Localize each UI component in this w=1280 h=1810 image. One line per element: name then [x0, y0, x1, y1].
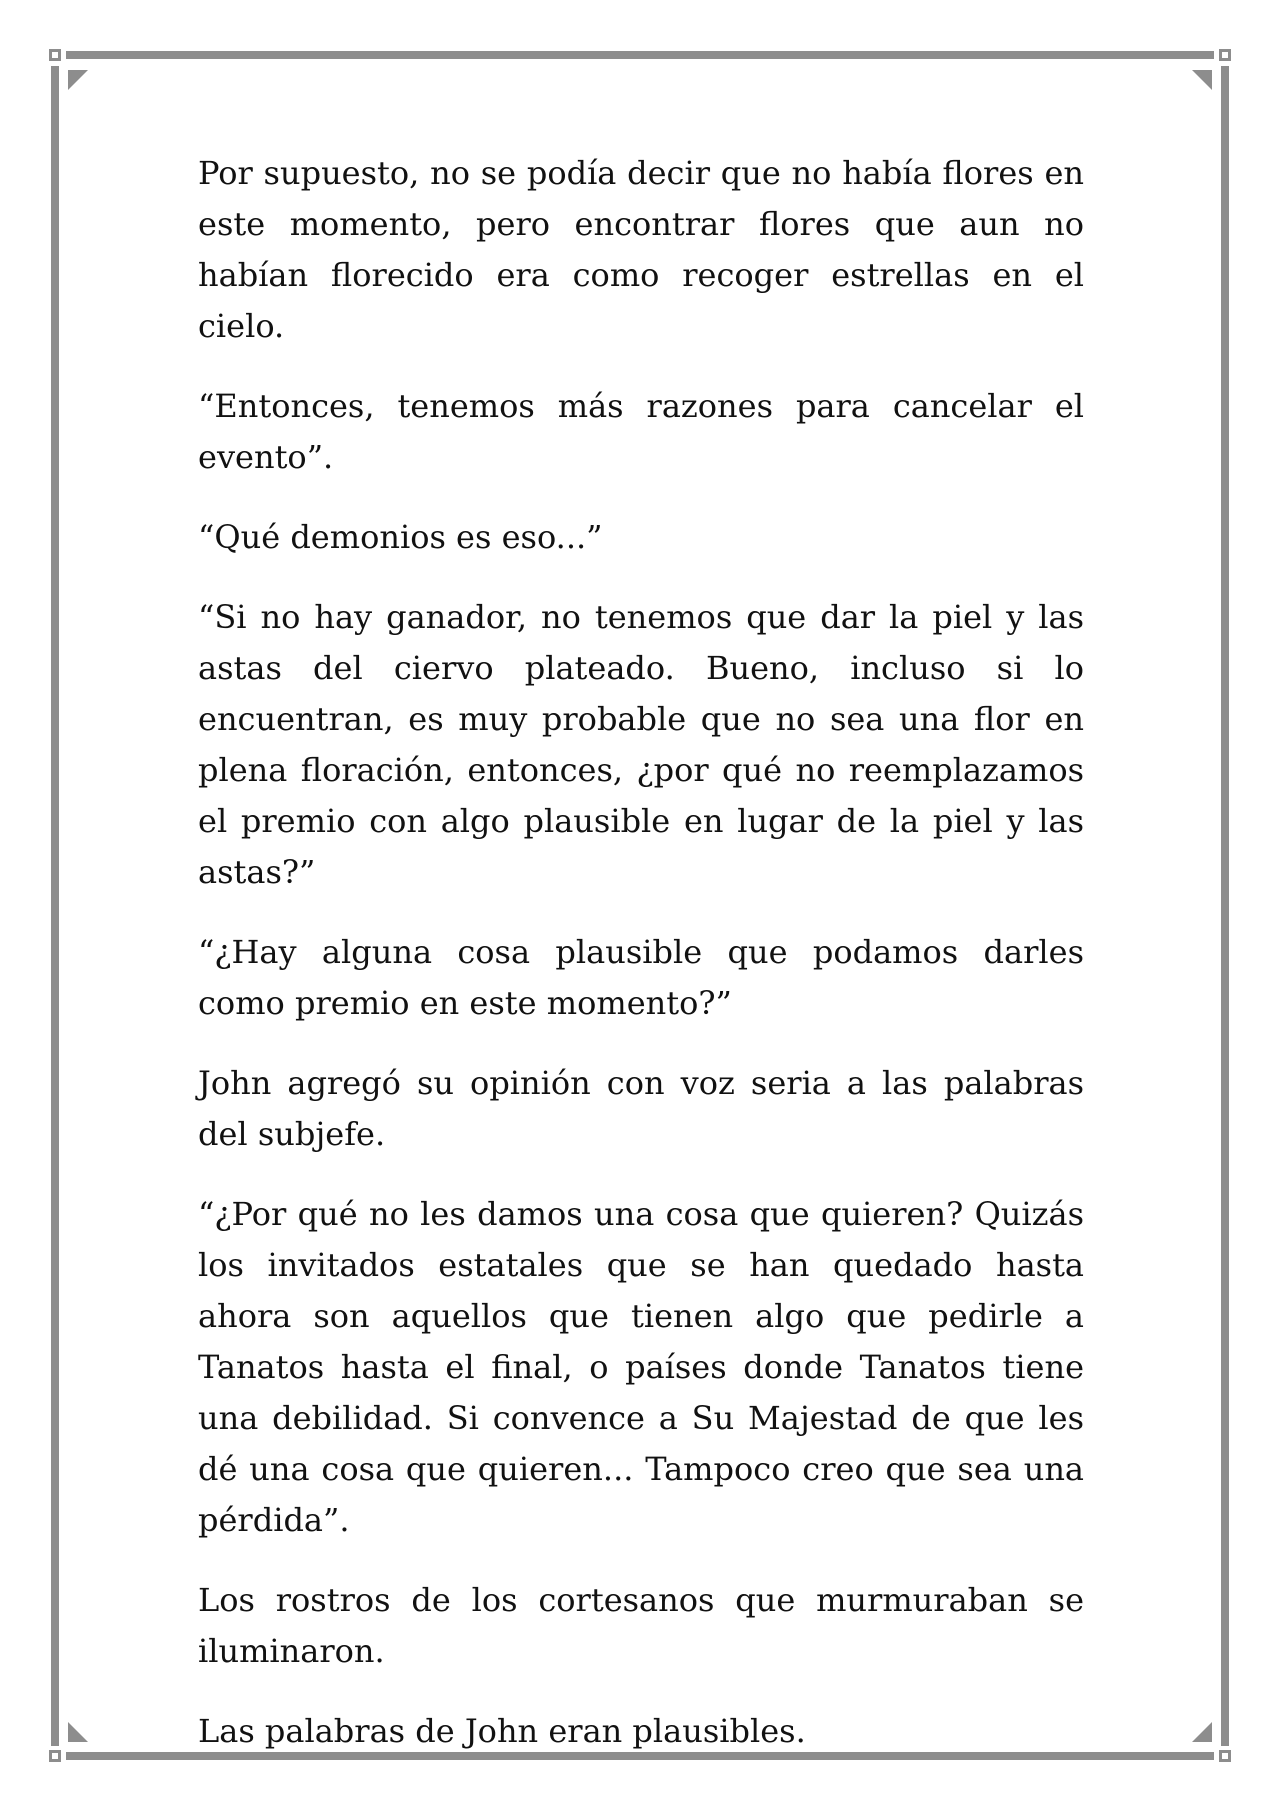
frame-border-right — [1221, 66, 1229, 1746]
page-text — [198, 148, 1084, 1786]
corner-ornament-bottom-right — [1219, 1750, 1231, 1762]
paragraph: Las palabras de John eran plausibles. — [198, 1712, 806, 1750]
corner-ornament-top-right — [1219, 49, 1231, 61]
paragraph: “¿Por qué no les damos una cosa que quieren? Quizás los invitados estatales que se han quedado hasta ahora son aquellos que tienen algo que pedirle a Tanatos hasta el final, o países donde Tanatos tiene una debilidad. Si convence a Su Majestad de que les dé una cosa que quieren... Tampoco creo que sea una pérdida”. — [198, 1195, 1084, 1539]
paragraph: “¿Hay alguna cosa plausible que podamos darles como premio en este momento?” — [198, 933, 1084, 1022]
corner-triangle-bottom-left — [68, 1722, 88, 1742]
corner-triangle-bottom-right — [1192, 1722, 1212, 1742]
paragraph: John agregó su opinión con voz seria a las palabras del subjefe. — [198, 1064, 1084, 1153]
frame-border-top — [66, 51, 1214, 59]
paragraph: “Qué demonios es eso...” — [198, 518, 603, 556]
frame-border-left — [51, 66, 59, 1746]
paragraph: “Si no hay ganador, no tenemos que dar la piel y las astas del ciervo plateado. Bueno, incluso si lo encuentran, es muy probable que no sea una flor en plena floración, entonces, ¿por qué no reemplazamos el premio con algo plausible en lugar de la piel y las astas?” — [198, 598, 1084, 891]
corner-ornament-bottom-left — [49, 1750, 61, 1762]
corner-ornament-top-left — [49, 49, 61, 61]
paragraph: “Entonces, tenemos más razones para cancelar el evento”. — [198, 387, 1084, 476]
paragraph: Por supuesto, no se podía decir que no había flores en este momento, pero encontrar flores que aun no habían florecido era como recoger estrellas en el cielo. — [198, 154, 1084, 345]
corner-triangle-top-right — [1192, 70, 1212, 90]
paragraph: Los rostros de los cortesanos que murmuraban se iluminaron. — [198, 1581, 1084, 1670]
corner-triangle-top-left — [68, 70, 88, 90]
